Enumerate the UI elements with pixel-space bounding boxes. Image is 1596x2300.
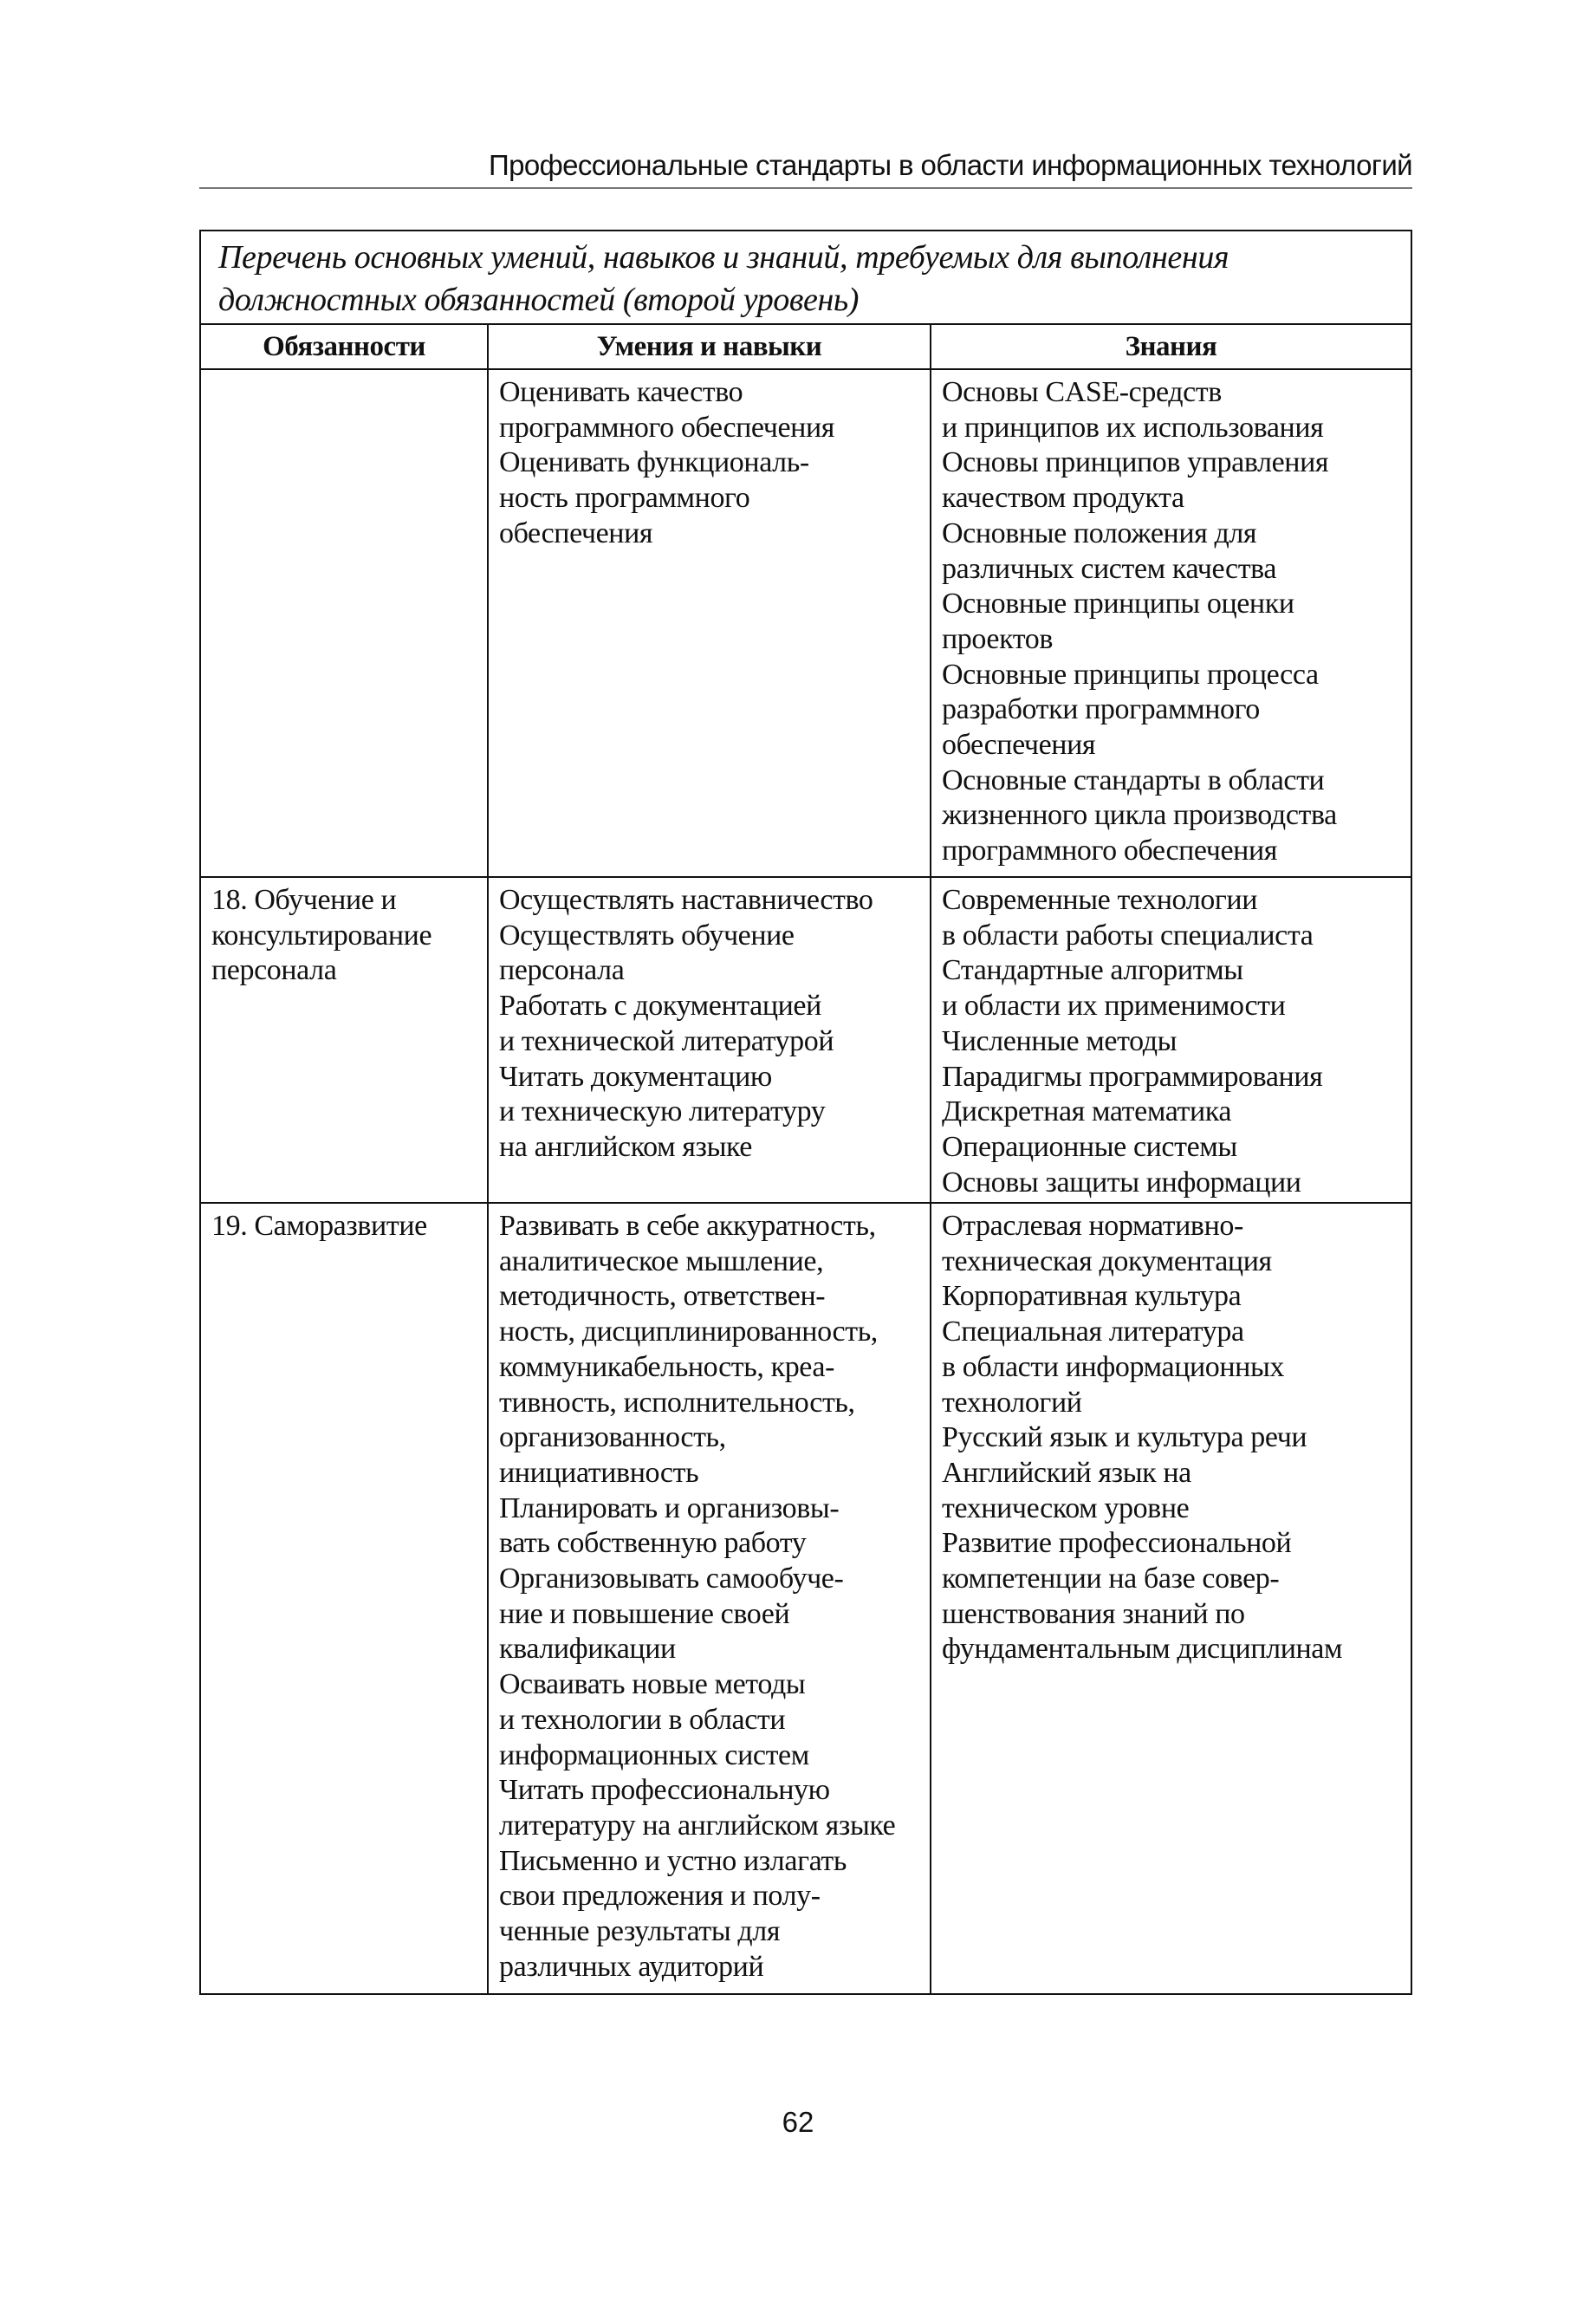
duty-line: 18. Обучение и	[211, 884, 397, 916]
skills-line: и техническую литературу	[499, 1095, 826, 1128]
skills-line: свои предложения и полу-	[499, 1880, 821, 1913]
knowledge-line: техническом уровне	[942, 1491, 1190, 1524]
knowledge-line: Основы защиты информации	[942, 1166, 1301, 1199]
running-head: Профессиональные стандарты в области информационных технологий	[488, 149, 1412, 181]
knowledge-line: Стандартные алгоритмы	[942, 954, 1243, 987]
knowledge-line: шенствования знаний по	[942, 1597, 1245, 1630]
skills-line: Развивать в себе аккуратность,	[499, 1210, 876, 1242]
skills-line: Оценивать качество	[499, 376, 743, 408]
knowledge-line: техническая документация	[942, 1244, 1272, 1277]
knowledge-cell	[931, 1203, 1411, 1994]
skills-line: вать собственную работу	[499, 1527, 807, 1560]
knowledge-line: Операционные системы	[942, 1130, 1237, 1163]
skills-line: Читать документацию	[499, 1060, 772, 1093]
knowledge-line: Основы принципов управления	[942, 446, 1329, 479]
skills-line: ние и повышение своей	[499, 1597, 790, 1630]
skills-line: методичность, ответствен-	[499, 1280, 826, 1313]
knowledge-line: Развитие профессиональной	[942, 1527, 1292, 1560]
skills-line: Планировать и организовы-	[499, 1491, 840, 1524]
skills-cell	[488, 369, 931, 877]
table-row	[200, 1203, 1411, 1994]
knowledge-line: проектов	[942, 622, 1054, 655]
knowledge-line: Корпоративная культура	[942, 1280, 1242, 1313]
table-row	[200, 877, 1411, 1203]
knowledge-line: Отраслевая нормативно-	[942, 1210, 1243, 1242]
skills-line: инициативность	[499, 1456, 699, 1489]
skills-cell	[488, 1203, 931, 1994]
column-header-skills: Умения и навыки	[488, 324, 931, 369]
skills-line: Работать с документацией	[499, 990, 821, 1023]
skills-line: коммуникабельность, креа-	[499, 1350, 835, 1383]
skills-line: Осваивать новые методы	[499, 1668, 806, 1701]
knowledge-cell	[931, 369, 1411, 877]
skills-line: тивность, исполнительность,	[499, 1386, 855, 1419]
table-title-line: должностных обязанностей (второй уровень)	[218, 282, 860, 318]
knowledge-line: Дискретная математика	[942, 1095, 1232, 1128]
column-header-knowledge: Знания	[931, 324, 1411, 369]
knowledge-line: Основные положения для	[942, 517, 1257, 549]
knowledge-line: компетенции на базе совер-	[942, 1563, 1280, 1595]
skills-line: Читать профессиональную	[499, 1774, 830, 1807]
duty-line: 19. Саморазвитие	[211, 1210, 427, 1242]
skills-line: на английском языке	[499, 1130, 752, 1163]
duty-cell	[200, 1203, 488, 1994]
knowledge-line: качеством продукта	[942, 482, 1184, 515]
knowledge-line: Основы CASE-средств	[942, 376, 1222, 408]
knowledge-line: Численные методы	[942, 1024, 1178, 1057]
knowledge-line: Современные технологии	[942, 884, 1258, 916]
skills-line: организованность,	[499, 1421, 726, 1454]
skills-line: информационных систем	[499, 1738, 809, 1771]
page-number: 62	[782, 2106, 814, 2138]
knowledge-line: разработки программного	[942, 693, 1260, 726]
column-header-duties: Обязанности	[200, 324, 488, 369]
skills-line: различных аудиторий	[499, 1950, 764, 1983]
table-row	[200, 369, 1411, 877]
skills-line: ность программного	[499, 482, 750, 515]
skills-line: и технической литературой	[499, 1024, 834, 1057]
knowledge-cell	[931, 877, 1411, 1203]
knowledge-line: Основные принципы процесса	[942, 658, 1319, 691]
knowledge-line: и принципов их использования	[942, 411, 1324, 444]
knowledge-line: Английский язык на	[942, 1456, 1191, 1489]
duty-line: персонала	[211, 954, 337, 987]
knowledge-line: программного обеспечения	[942, 835, 1277, 867]
knowledge-line: различных систем качества	[942, 552, 1277, 585]
knowledge-line: и области их применимости	[942, 990, 1286, 1023]
table-title-line: Перечень основных умений, навыков и знаний, требуемых для выполнения	[218, 239, 1229, 276]
skills-line: Письменно и устно излагать	[499, 1844, 847, 1877]
skills-line: аналитическое мышление,	[499, 1244, 824, 1277]
duty-line: консультирование	[211, 919, 432, 952]
knowledge-line: технологий	[942, 1386, 1082, 1419]
skills-line: ченные результаты для	[499, 1915, 781, 1948]
skills-line: ность, дисциплинированность,	[499, 1316, 878, 1348]
skills-cell	[488, 877, 931, 1203]
skills-line: и технологии в области	[499, 1703, 786, 1736]
knowledge-line: Парадигмы программирования	[942, 1060, 1323, 1093]
duty-cell	[200, 877, 488, 1203]
knowledge-line: Основные стандарты в области	[942, 763, 1325, 796]
skills-line: Осуществлять обучение	[499, 919, 795, 952]
knowledge-line: Специальная литература	[942, 1316, 1244, 1348]
skills-line: Оценивать функциональ-	[499, 446, 809, 479]
skills-line: обеспечения	[499, 517, 653, 549]
knowledge-line: жизненного цикла производства	[942, 799, 1337, 832]
knowledge-line: Русский язык и культура речи	[942, 1421, 1307, 1454]
skills-line: Осуществлять наставничество	[499, 884, 873, 916]
header-rule	[199, 187, 1412, 189]
knowledge-line: в области информационных	[942, 1350, 1285, 1383]
table-title	[200, 231, 1411, 324]
skills-line: литературу на английском языке	[499, 1809, 896, 1842]
knowledge-line: фундаментальным дисциплинам	[942, 1633, 1343, 1666]
skills-line: Организовывать самообуче-	[499, 1563, 844, 1595]
duty-cell	[200, 369, 488, 877]
knowledge-line: в области работы специалиста	[942, 919, 1314, 952]
skills-line: программного обеспечения	[499, 411, 834, 444]
knowledge-line: обеспечения	[942, 729, 1096, 762]
skills-table	[199, 230, 1412, 1995]
skills-line: персонала	[499, 954, 625, 987]
knowledge-line: Основные принципы оценки	[942, 588, 1294, 620]
skills-line: квалификации	[499, 1633, 676, 1666]
